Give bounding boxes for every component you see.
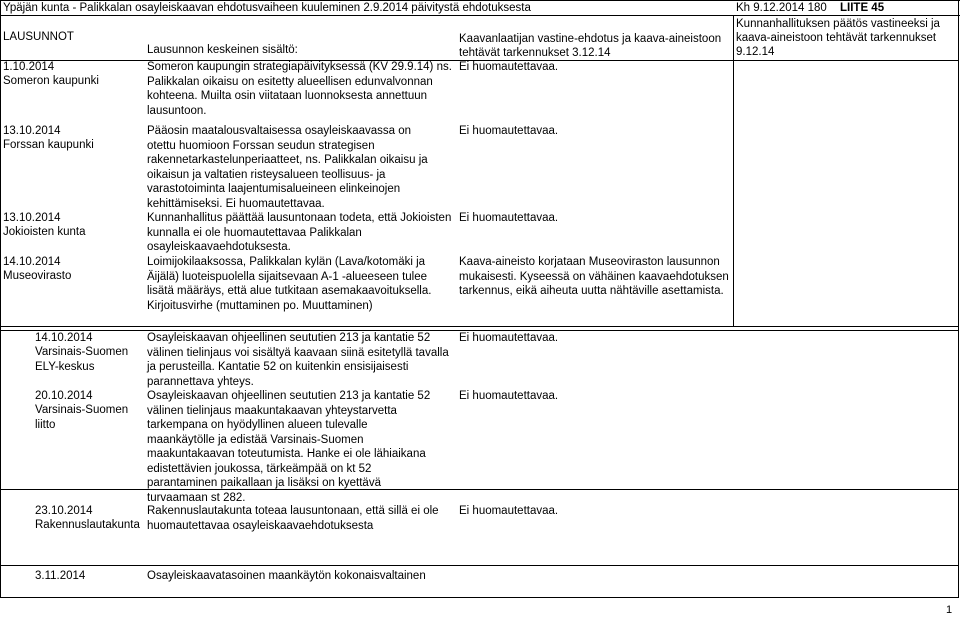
row-content: Someron kaupungin strategiapäivityksessä (KV 29.9.14) ns. Palikkalan oikaisu on esitetty alueellisen edunvalvonnan kohteena. Muilta osin viitataan luonnoksesta annettuun lausuntoon. [147,61,452,117]
frame-left [0,0,1,598]
row-content: Osayleiskaavan ohjeellinen seututien 213 ja kantatie 52 välinen tielinjaus maakuntakaavan yhteystarvetta tarkempana on hyödyllinen alueen tulevalle maankäytölle ja edistää Varsinais-Suomen maakuntakaavan toteutumista. Hanke ei ole lähiaikana edistettävien joukossa, tärkeämpää on kt 52 parantaminen paikallaan ja lisäksi on kyettävä turvaamaan st 282. [147,390,431,504]
block-rule-3 [0,489,959,490]
row-response: Ei huomautettavaa. [459,505,559,517]
row-date: 1.10.2014 [3,61,55,73]
col-header-vastine-2: tehtävät tarkennukset 3.12.14 [459,47,611,59]
col-header-keskeinen-sisalto: Lausunnon keskeinen sisältö: [147,44,298,56]
row-response: Ei huomautettavaa. [459,61,559,73]
col-header-paatos-2: kaava-aineistoon tehtävät tarkennukset [736,32,937,44]
row-content: Loimijokilaaksossa, Palikkalan kylän (Lava/kotomäki ja Äijälä) luoteispuolella sijaitsevaan A-1 -alueeseen tulee lisätä määräys, että alue tutkitaan asemakaavoituksella. Kirjoitusvirhe (muttaminen po. Muuttaminen) [147,256,432,312]
col-header-vastine-1: Kaavanlaatijan vastine-ehdotus ja kaava-aineistoon [459,33,722,45]
kh-reference: Kh 9.12.2014 180 [736,2,827,14]
block-rule-1 [0,326,959,327]
row-sender: Forssan kaupunki [3,139,94,151]
header-bottom-rule [0,15,960,16]
attachment-label: LIITE 45 [840,2,885,14]
col-header-paatos-1: Kunnanhallituksen päätös vastineeksi ja [736,18,940,30]
frame-right [958,0,959,598]
row-sender: Varsinais-Suomen liitto [35,404,129,431]
col-divider-paatos-block1 [733,15,734,326]
row-date: 14.10.2014 [3,256,61,268]
block-rule-5 [0,597,959,598]
row-date: 13.10.2014 [3,212,61,224]
row-content: Kunnanhallitus päättää lausuntonaan todeta, että Jokioisten kunnalla ei ole huomautettavaa Palikkalan osayleiskaavaehdotuksesta. [147,212,452,253]
col-header-lausunnot: LAUSUNNOT [3,31,74,43]
document-title: Ypäjän kunta - Palikkalan osayleiskaavan ehdotusvaiheen kuuleminen 2.9.2014 päivitystä ehdotuksesta [3,2,531,14]
row-sender: Rakennuslautakunta [35,519,140,531]
row-date: 14.10.2014 [35,332,93,344]
row-date: 20.10.2014 [35,390,93,402]
row-date: 23.10.2014 [35,505,93,517]
block-rule-4 [0,565,959,566]
row-date: 3.11.2014 [35,570,86,582]
row-sender: Varsinais-Suomen ELY-keskus [35,346,129,373]
row-content: Pääosin maatalousvaltaisessa osayleiskaavassa on otettu huomioon Forssan seudun strategisen rakennetarkastelunperiaatteet, ns. Palikkalan oikaisu ja oikaisun ja valtatien risteysalueen teollisuus- ja varastotoiminta laajentumisalueineen elinkeinojen kehittämiseksi. Ei huomautettavaa. [147,125,428,210]
row-content: Rakennuslautakunta toteaa lausuntonaan, että sillä ei ole huomautettavaa osayleiskaavaehdotuksesta [147,505,439,532]
row-sender: Jokioisten kunta [3,226,86,238]
page-number: 1 [946,604,953,616]
col-header-paatos-3: 9.12.14 [736,46,775,58]
row-response: Ei huomautettavaa. [459,212,559,224]
row-response: Kaava-aineisto korjataan Museoviraston lausunnon mukaisesti. Kyseessä on vähäinen kaavaehdotuksen tarkennus, eikä aiheuta uutta nähtäville asettamista. [459,256,729,297]
row-content: Osayleiskaavatasoinen maankäytön kokonaisvaltainen [147,570,426,582]
row-response: Ei huomautettavaa. [459,332,559,344]
row-response: Ei huomautettavaa. [459,125,559,137]
row-date: 13.10.2014 [3,125,61,137]
row-response: Ei huomautettavaa. [459,390,559,402]
row-content: Osayleiskaavan ohjeellinen seututien 213 ja kantatie 52 välinen tielinjaus voi sisältyä kaavaan siinä esitetyllä tavalla ja perusteilla. Kantatie 52 on kuitenkin ensisijaisesti parannettava yhteys. [147,332,449,388]
row-sender: Someron kaupunki [3,75,99,87]
row-sender: Museovirasto [3,270,72,282]
